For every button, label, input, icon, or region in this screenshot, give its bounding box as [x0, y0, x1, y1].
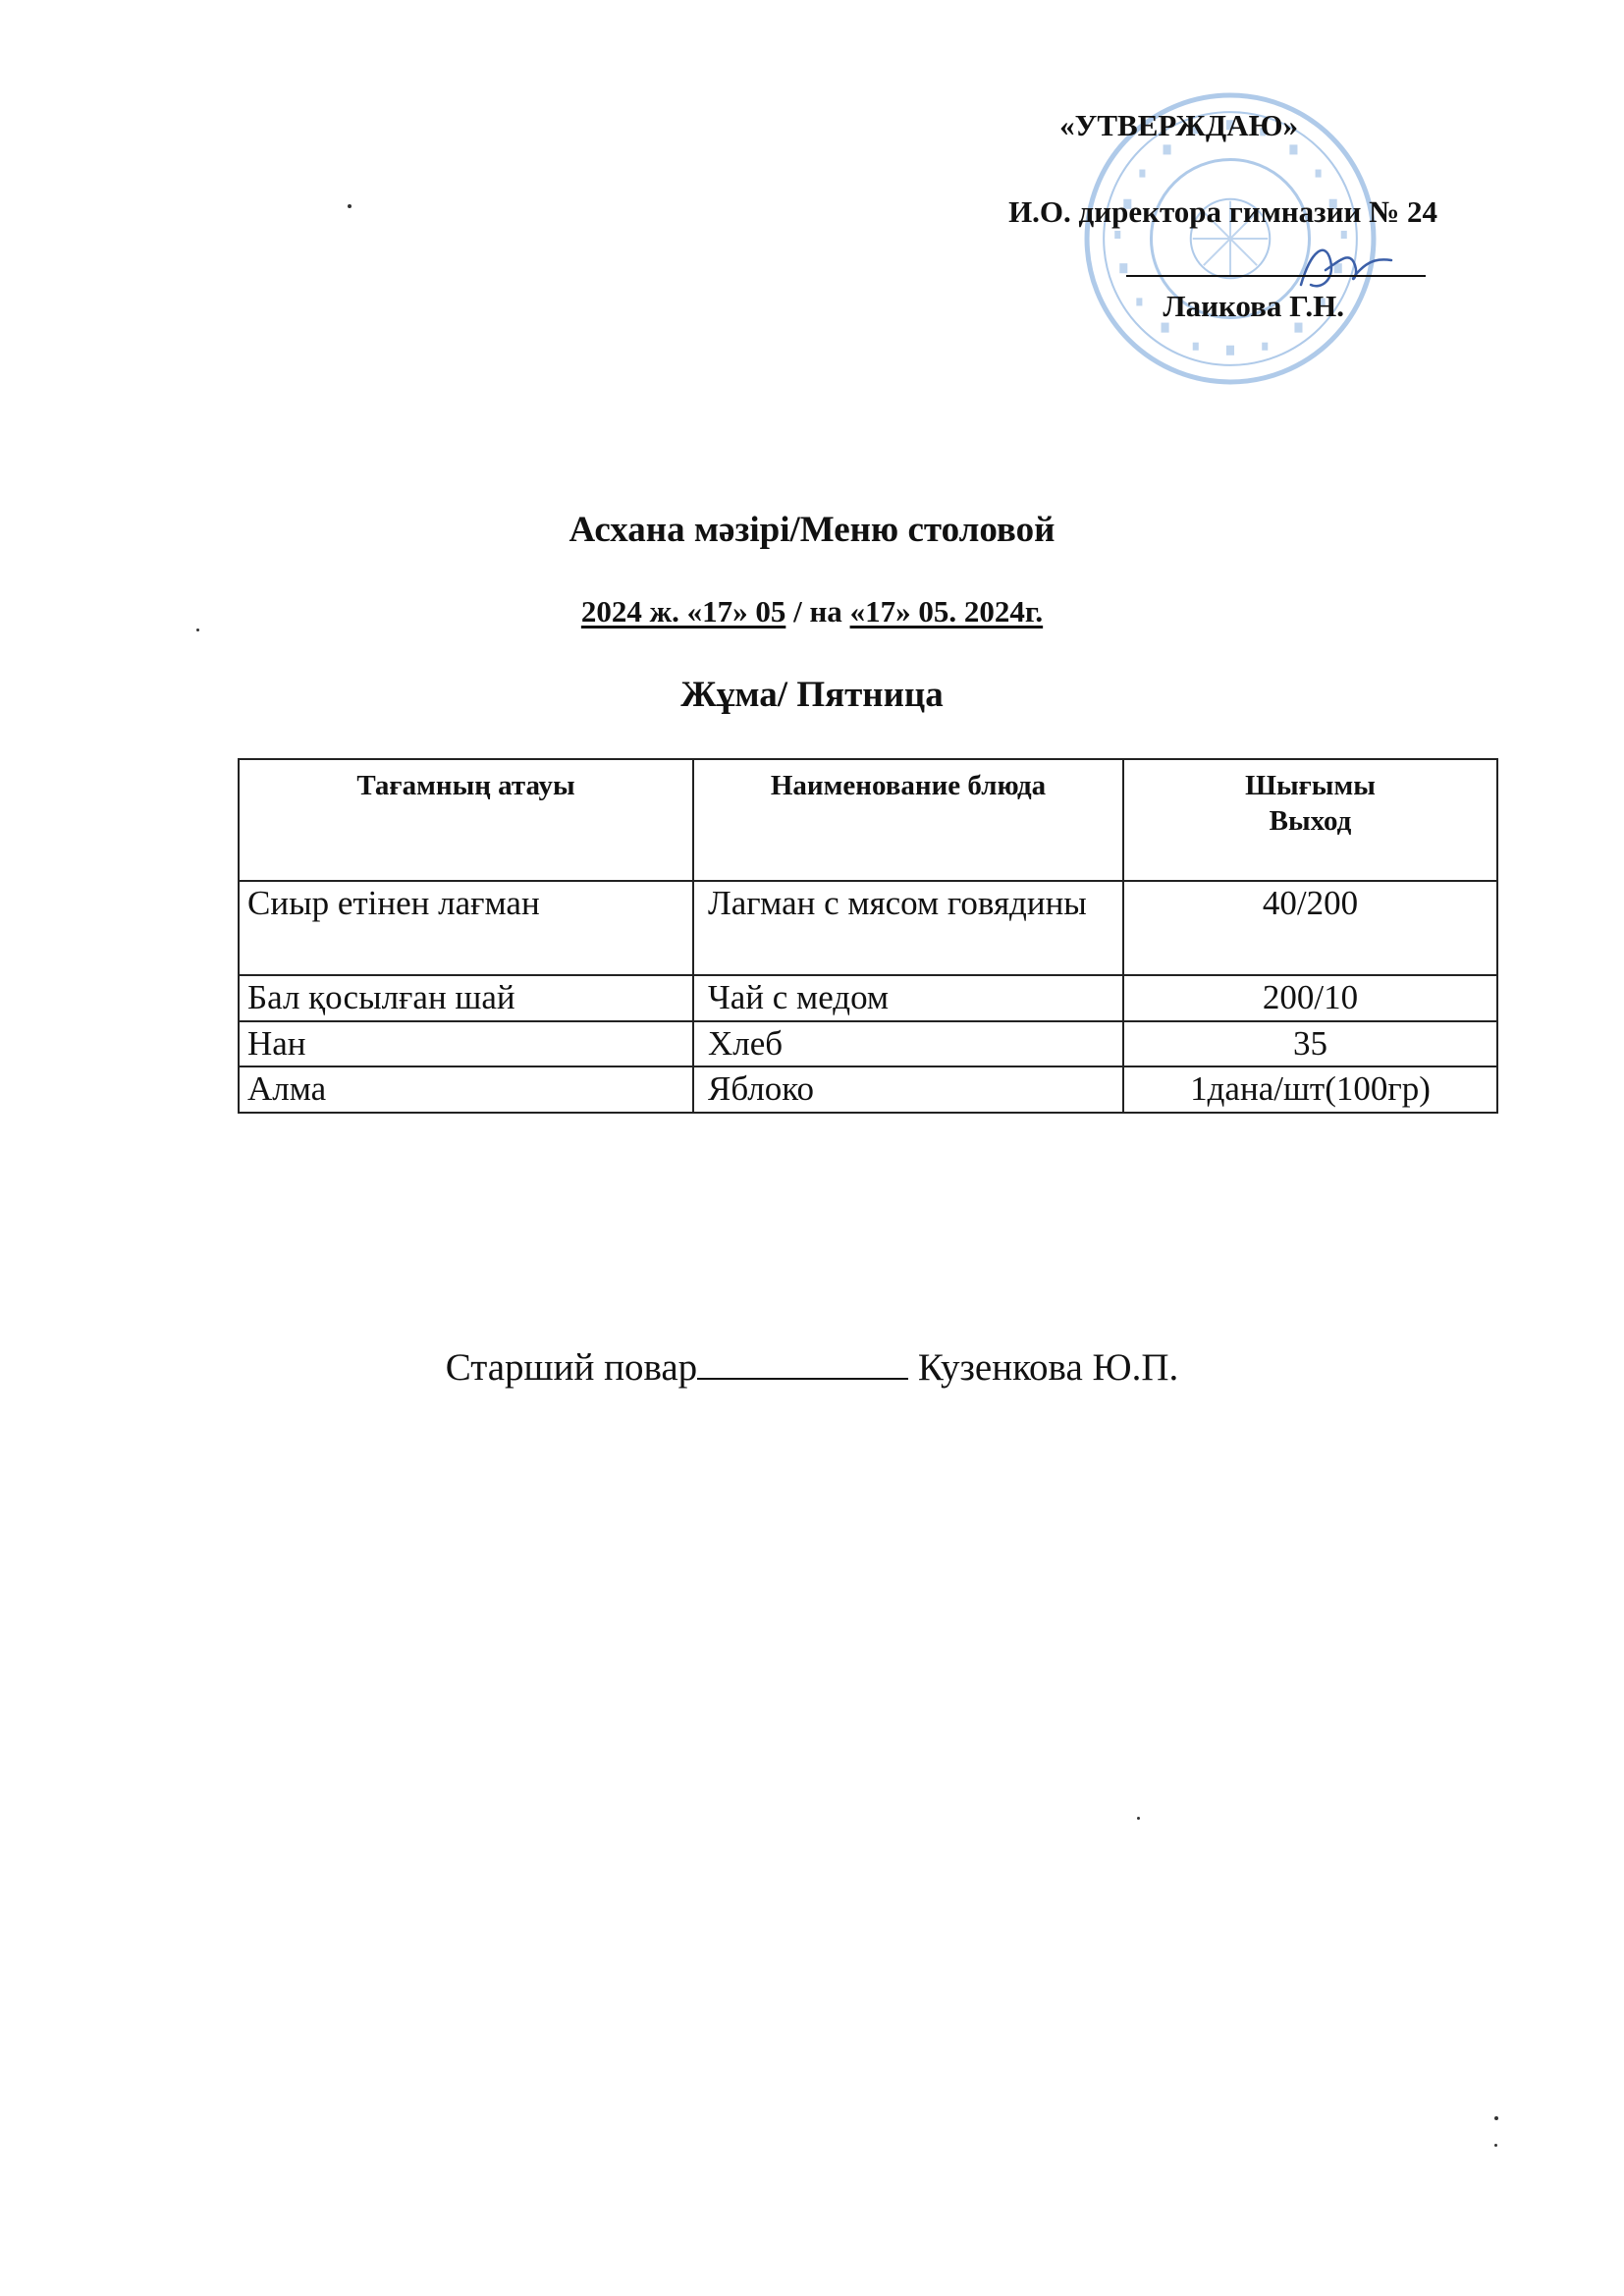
approver-name: Лаикова Г.Н. — [1163, 289, 1344, 323]
table-row — [239, 975, 1497, 1021]
dish-yield: 200/10 — [1123, 975, 1497, 1021]
signature-line — [1126, 275, 1426, 277]
approver-role: И.О. директора гимназии № 24 — [1008, 194, 1437, 229]
dish-yield: 40/200 — [1123, 881, 1497, 975]
header-kz-name: Тағамның атауы — [239, 759, 693, 881]
chef-role: Старший повар — [445, 1346, 698, 1389]
dish-yield: 1дана/шт(100гр) — [1123, 1066, 1497, 1112]
document-title: Асхана мәзірі/Меню столовой — [568, 510, 1056, 550]
scan-speck — [196, 629, 199, 631]
document-date — [0, 594, 1624, 629]
scan-speck — [348, 204, 352, 208]
dish-name-ru: Хлеб — [693, 1021, 1123, 1066]
header-yield-kz: Шығымы — [1245, 770, 1376, 801]
dish-name-kz: Нан — [239, 1021, 693, 1066]
dish-name-ru: Яблоко — [693, 1066, 1123, 1112]
scan-speck — [1494, 2144, 1497, 2147]
date-separator: / на — [785, 594, 850, 629]
table-row — [239, 881, 1497, 975]
dish-name-ru: Чай с медом — [693, 975, 1123, 1021]
date-part-ru: «17» 05. 2024г. — [849, 594, 1044, 629]
chef-signature-blank — [697, 1350, 908, 1380]
dish-name-kz: Сиыр етінен лағман — [239, 881, 693, 975]
chef-signature-line — [0, 1345, 1624, 1390]
header-yield — [1123, 759, 1497, 881]
weekday-heading: Жұма/ Пятница — [680, 675, 944, 715]
date-part-kz: 2024 ж. «17» 05 — [580, 594, 786, 629]
menu-table — [238, 758, 1498, 1114]
table-row — [239, 1021, 1497, 1066]
header-yield-ru: Выход — [1269, 805, 1352, 838]
header-ru-name: Наименование блюда — [693, 759, 1123, 881]
dish-name-kz: Бал қосылған шай — [239, 975, 693, 1021]
dish-name-kz: Алма — [239, 1066, 693, 1112]
scan-speck — [1494, 2116, 1498, 2120]
chef-name: Кузенкова Ю.П. — [917, 1346, 1179, 1389]
dish-name-ru: Лагман с мясом говядины — [693, 881, 1123, 975]
dish-yield: 35 — [1123, 1021, 1497, 1066]
approval-title: «УТВЕРЖДАЮ» — [1059, 108, 1298, 142]
table-row — [239, 1066, 1497, 1112]
scan-speck — [1137, 1817, 1140, 1820]
table-header-row — [239, 759, 1497, 881]
